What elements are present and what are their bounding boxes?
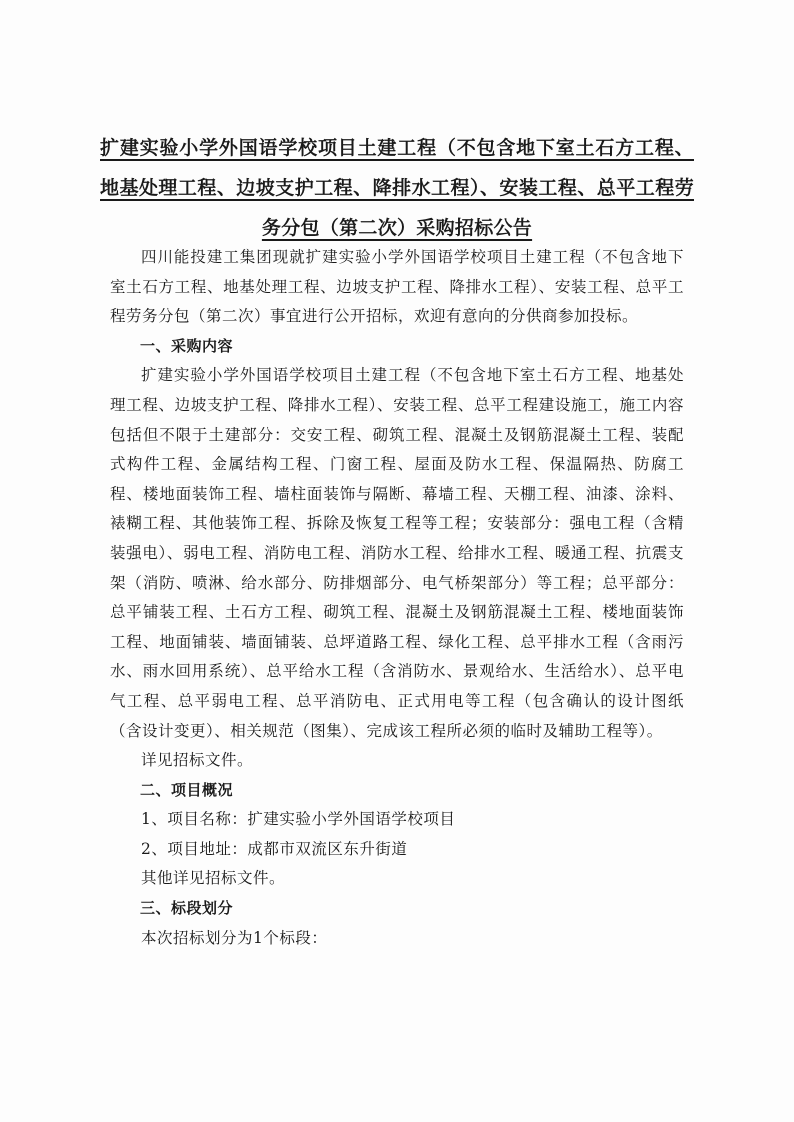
procurement-content-paragraph: 扩建实验小学外国语学校项目土建工程（不包含地下室土石方工程、地基处理工程、边坡支护工程、降排水工程）、安装工程、总平工程建设施工，施工内容包括但不限于土建部分：交安工程、砌筑工程、混凝土及钢筋混凝土工程、装配式构件工程、金属结构工程、门窗工程、屋面及防水工程、保温隔热、防腐工程、楼地面装饰工程、墙柱面装饰与隔断、幕墙工程、天棚工程、油漆、涂料、裱糊工程、其他装饰工程、拆除及恢复工程等工程；安装部分：强电工程（含精装强电）、弱电工程、消防电工程、消防水工程、给排水工程、暖通工程、抗震支架（消防、喷淋、给水部分、防排烟部分、电气桥架部分）等工程；总平部分：总平铺装工程、土石方工程、砌筑工程、混凝土及钢筋混凝土工程、楼地面装饰工程、地面铺装、墙面铺装、总坪道路工程、绿化工程、总平排水工程（含雨污水、雨水回用系统）、总平给水工程（含消防水、景观给水、生活给水）、总平电气工程、总平弱电工程、总平消防电、正式用电等工程（包含确认的设计图纸（含设计变更）、相关规范（图集）、完成该工程所必须的临时及辅助工程等）。 bbox=[110, 366, 684, 740]
project-overview-note: 其他详见招标文件。 bbox=[141, 869, 286, 888]
section-heading-procurement: 一、采购内容 bbox=[140, 336, 234, 355]
document-body bbox=[110, 243, 684, 953]
lot-division-paragraph: 本次招标划分为1个标段： bbox=[141, 928, 328, 947]
procurement-note: 详见招标文件。 bbox=[141, 751, 254, 770]
project-name-line: 1、项目名称：扩建实验小学外国语学校项目 bbox=[141, 810, 456, 829]
section-heading-lot-division: 三、标段划分 bbox=[140, 899, 234, 918]
section-heading-project-overview: 二、项目概况 bbox=[140, 780, 234, 799]
document-title: 扩建实验小学外国语学校项目土建工程（不包含地下室土石方工程、地基处理工程、边坡支护工程、降排水工程）、安装工程、总平工程劳务分包（第二次）采购招标公告 bbox=[100, 137, 694, 239]
project-address-line: 2、项目地址：成都市双流区东升街道 bbox=[141, 839, 408, 858]
intro-paragraph: 四川能投建工集团现就扩建实验小学外国语学校项目土建工程（不包含地下室土石方工程、地基处理工程、边坡支护工程、降排水工程）、安装工程、总平工程劳务分包（第二次）事宜进行公开招标，欢迎有意向的分供商参加投标。 bbox=[110, 248, 684, 326]
